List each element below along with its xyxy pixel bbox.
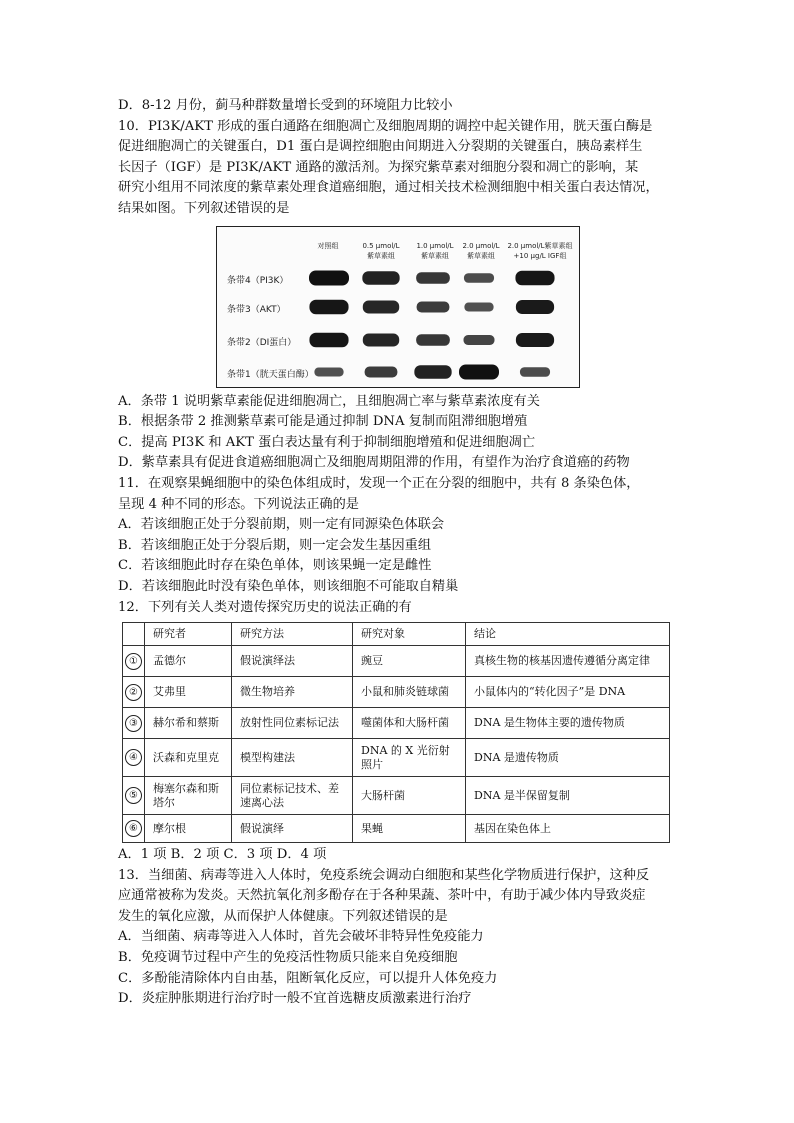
blot-band bbox=[309, 270, 349, 285]
text-line: D．8-12 月份，蓟马种群数量增长受到的环境阻力比较小 bbox=[118, 98, 453, 113]
blot-band bbox=[309, 299, 348, 314]
text-line: 应通常被称为发炎。天然抗氧化剂多酚存在于各种果蔬、茶叶中，有助于减少体内导致炎症 bbox=[118, 888, 646, 904]
table-header-row bbox=[123, 623, 670, 646]
method-cell: 模型构建法 bbox=[232, 739, 353, 777]
genetics-history-table bbox=[122, 622, 670, 843]
blot-band bbox=[362, 271, 399, 285]
object-cell: 果蝇 bbox=[353, 815, 466, 843]
text-line: A．若该细胞正处于分裂前期，则一定有同源染色体联会 bbox=[118, 517, 445, 533]
column-header: 1.0 μmol/L 紫草素组 bbox=[416, 241, 454, 260]
text-line: D．紫草素具有促进食道癌细胞凋亡及细胞周期阻滞的作用，有望作为治疗食道癌的药物 bbox=[118, 455, 630, 471]
researcher-cell: 艾弗里 bbox=[145, 677, 232, 708]
text-line: C．若该细胞此时存在染色单体，则该果蝇一定是雌性 bbox=[118, 558, 432, 574]
blot-band bbox=[365, 366, 398, 377]
blot-band bbox=[314, 367, 343, 376]
researcher-cell: 孟德尔 bbox=[145, 646, 232, 677]
conclusion-cell: DNA 是遗传物质 bbox=[466, 739, 670, 777]
table-row bbox=[123, 777, 670, 815]
text-line: D．炎症肿胀期进行治疗时一般不宜首选糖皮质激素进行治疗 bbox=[118, 991, 472, 1007]
blot-band bbox=[417, 301, 450, 312]
text-line: 研究小组用不同浓度的紫草素处理食道癌细胞，通过相关技术检测细胞中相关蛋白表达情况， bbox=[118, 180, 659, 196]
table-header-cell: 研究方法 bbox=[232, 623, 353, 646]
question-text-block bbox=[118, 845, 678, 1010]
object-cell: 豌豆 bbox=[353, 646, 466, 677]
row-number: ③ bbox=[123, 708, 145, 739]
blot-band bbox=[520, 367, 550, 377]
table-header-cell: 研究者 bbox=[145, 623, 232, 646]
table-header-cell: 结论 bbox=[466, 623, 670, 646]
blot-band bbox=[416, 334, 450, 346]
researcher-cell: 沃森和克里克 bbox=[145, 739, 232, 777]
table-header-cell bbox=[123, 623, 145, 646]
conclusion-cell: 基因在染色体上 bbox=[466, 815, 670, 843]
blot-band bbox=[515, 270, 554, 285]
text-line: 促进细胞凋亡的关键蛋白，D1 蛋白是调控细胞由间期进入分裂期的关键蛋白，胰岛素样生 bbox=[118, 139, 643, 155]
blot-band bbox=[464, 273, 494, 283]
row-number: ④ bbox=[123, 739, 145, 777]
method-cell: 同位素标记技术、差速离心法 bbox=[232, 777, 353, 815]
text-line: C．多酚能清除体内自由基，阻断氧化反应，可以提升人体免疫力 bbox=[118, 970, 498, 986]
row-number: ① bbox=[123, 646, 145, 677]
row-number: ⑥ bbox=[123, 815, 145, 843]
exam-page bbox=[118, 96, 678, 1010]
question-text-block bbox=[118, 392, 678, 619]
text-line: A．条带 1 说明紫草素能促进细胞凋亡，且细胞凋亡率与紫草素浓度有关 bbox=[118, 393, 540, 409]
researcher-cell: 摩尔根 bbox=[145, 815, 232, 843]
blot-band bbox=[459, 364, 499, 379]
researcher-cell: 梅塞尔森和斯塔尔 bbox=[145, 777, 232, 815]
table-header-cell: 研究对象 bbox=[353, 623, 466, 646]
table-row bbox=[123, 739, 670, 777]
conclusion-cell: 小鼠体内的“转化因子”是 DNA bbox=[466, 677, 670, 708]
question-text-block bbox=[118, 96, 678, 220]
blot-band bbox=[363, 300, 399, 313]
text-line: 12．下列有关人类对遗传探究历史的说法正确的有 bbox=[118, 599, 412, 615]
conclusion-cell: DNA 是生物体主要的遗传物质 bbox=[466, 708, 670, 739]
text-line: 结果如图。下列叙述错误的是 bbox=[118, 200, 290, 216]
object-cell: 噬菌体和大肠杆菌 bbox=[353, 708, 466, 739]
table-row bbox=[123, 677, 670, 708]
text-line: 长因子（IGF）是 PI3K/AKT 通路的激活剂。为探究紫草素对细胞分裂和凋亡的影响，某 bbox=[118, 159, 639, 175]
text-line: B．免疫调节过程中产生的免疫活性物质只能来自免疫细胞 bbox=[118, 950, 458, 966]
blot-band bbox=[464, 302, 493, 311]
conclusion-cell: 真核生物的核基因遗传遵循分离定律 bbox=[466, 646, 670, 677]
blot-band bbox=[309, 332, 348, 347]
table-row bbox=[123, 646, 670, 677]
text-line: 10．PI3K/AKT 形成的蛋白通路在细胞凋亡及细胞周期的调控中起关键作用，胱天蛋白酶是 bbox=[118, 118, 653, 134]
method-cell: 微生物培养 bbox=[232, 677, 353, 708]
text-line: 呈现 4 种不同的形态。下列说法正确的是 bbox=[118, 496, 359, 512]
method-cell: 假说演绎 bbox=[232, 815, 353, 843]
blot-band bbox=[416, 272, 450, 284]
object-cell: 小鼠和肺炎链球菌 bbox=[353, 677, 466, 708]
conclusion-cell: DNA 是半保留复制 bbox=[466, 777, 670, 815]
text-line: C．提高 PI3K 和 AKT 蛋白表达量有利于抑制细胞增殖和促进细胞凋亡 bbox=[118, 434, 536, 450]
text-line: 发生的氧化应激，从而保护人体健康。下列叙述错误的是 bbox=[118, 908, 448, 924]
blot-band bbox=[516, 333, 554, 347]
band-label: 条带3（AKT） bbox=[227, 304, 286, 315]
object-cell: DNA 的 X 光衍射照片 bbox=[353, 739, 466, 777]
blot-band bbox=[464, 335, 495, 345]
row-number: ⑤ bbox=[123, 777, 145, 815]
table-row bbox=[123, 815, 670, 843]
blot-band bbox=[414, 365, 451, 379]
text-line: 11．在观察果蝇细胞中的染色体组成时，发现一个正在分裂的细胞中，共有 8 条染色体， bbox=[118, 475, 640, 491]
text-line: D．若该细胞此时没有染色单体，则该细胞不可能取自精巢 bbox=[118, 578, 459, 594]
text-line: A．1 项 B．2 项 C．3 项 D．4 项 bbox=[118, 847, 327, 863]
text-line: 13．当细菌、病毒等进入人体时，免疫系统会调动白细胞和某些化学物质进行保护，这种反 bbox=[118, 867, 650, 883]
column-header: 对照组 bbox=[317, 241, 339, 250]
method-cell: 放射性同位素标记法 bbox=[232, 708, 353, 739]
blot-band bbox=[516, 300, 554, 314]
researcher-cell: 赫尔希和蔡斯 bbox=[145, 708, 232, 739]
text-line: B．根据条带 2 推测紫草素可能是通过抑制 DNA 复制而阻滞细胞增殖 bbox=[118, 414, 528, 430]
column-header: 0.5 μmol/L 紫草素组 bbox=[362, 241, 400, 260]
band-label: 条带1（胱天蛋白酶） bbox=[227, 369, 314, 380]
row-number: ② bbox=[123, 677, 145, 708]
band-label: 条带4（PI3K） bbox=[227, 275, 289, 286]
column-header: 2.0 μmol/L紫草素组 +10 μg/L IGF组 bbox=[507, 241, 573, 260]
western-blot-figure bbox=[216, 226, 580, 388]
table-row bbox=[123, 708, 670, 739]
text-line: A．当细菌、病毒等进入人体时，首先会破坏非特异性免疫能力 bbox=[118, 929, 484, 945]
text-line: B．若该细胞正处于分裂后期，则一定会发生基因重组 bbox=[118, 537, 432, 553]
band-label: 条带2（DI蛋白） bbox=[227, 337, 297, 348]
column-header: 2.0 μmol/L 紫草素组 bbox=[462, 241, 500, 260]
blot-band bbox=[363, 333, 399, 346]
method-cell: 假说演绎法 bbox=[232, 646, 353, 677]
object-cell: 大肠杆菌 bbox=[353, 777, 466, 815]
